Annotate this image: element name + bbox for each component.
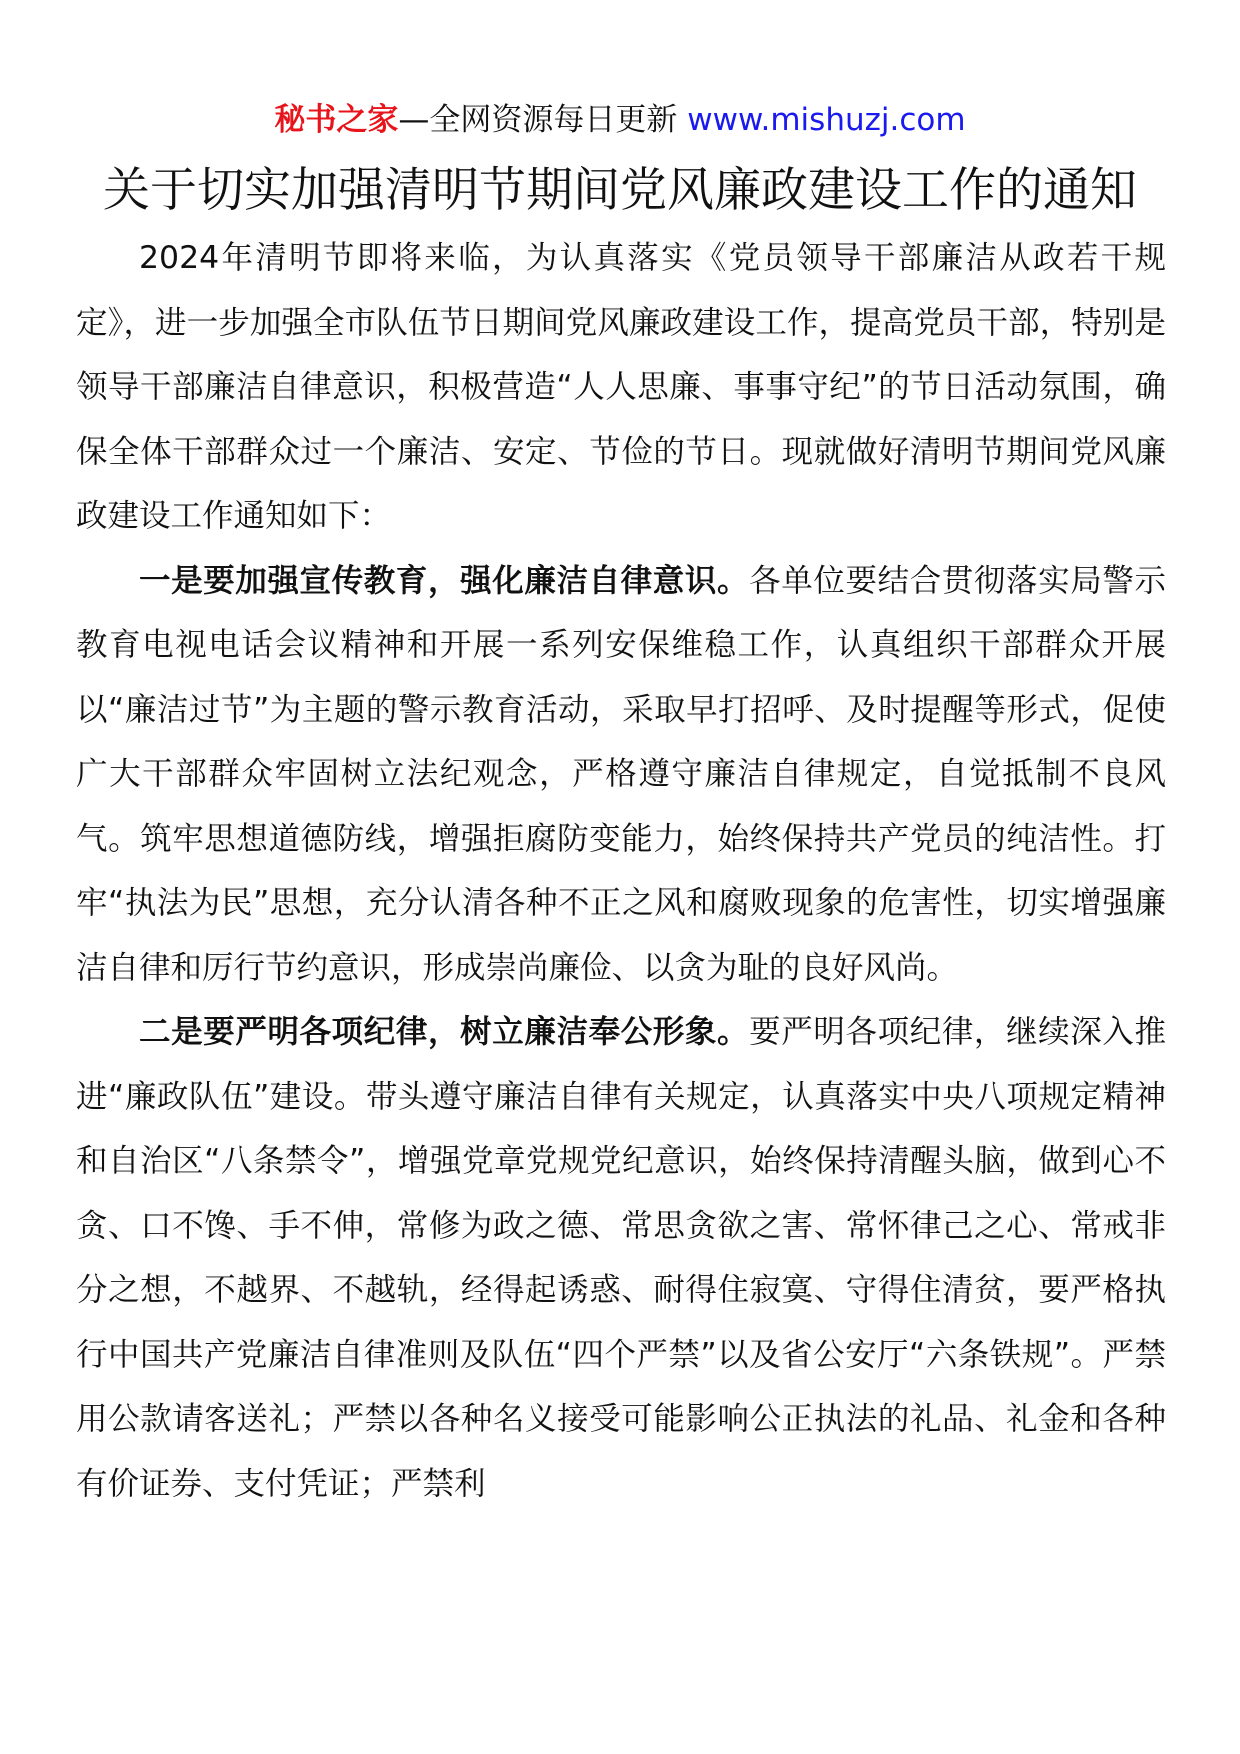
header-slogan: —全网资源每日更新 xyxy=(398,102,688,138)
paragraph-point-1 xyxy=(76,549,1166,1001)
paragraph-lead: 一是要加强宣传教育，强化廉洁自律意识。 xyxy=(139,562,750,599)
paragraph-text: 各单位要结合贯彻落实局警示教育电视电话会议精神和开展一系列安保维稳工作，认真组织干部群众开展以“廉洁过节”为主题的警示教育活动，采取早打招呼、及时提醒等形式，促使广大干部群众牢固树立法纪观念，严格遵守廉洁自律规定，自觉抵制不良风气。筑牢思想道德防线，增强拒腐防变能力，始终保持共产党员的纯洁性。打牢“执法为民”思想，充分认清各种不正之风和腐败现象的危害性，切实增强廉洁自律和厉行节约意识，形成崇尚廉俭、以贪为耻的良好风尚。 xyxy=(76,562,1166,986)
site-header xyxy=(0,100,1240,140)
paragraph-point-2 xyxy=(76,1000,1166,1516)
paragraph-text: 要严明各项纪律，继续深入推进“廉政队伍”建设。带头遵守廉洁自律有关规定，认真落实中央八项规定精神和自治区“八条禁令”，增强党章党规党纪意识，始终保持清醒头脑，做到心不贪、口不馋、手不伸，常修为政之德、常思贪欲之害、常怀律己之心、常戒非分之想，不越界、不越轨，经得起诱惑、耐得住寂寞、守得住清贫，要严格执行中国共产党廉洁自律准则及队伍“四个严禁”以及省公安厅“六条铁规”。严禁用公款请客送礼；严禁以各种名义接受可能影响公正执法的礼品、礼金和各种有价证券、支付凭证；严禁利 xyxy=(76,1014,1166,1502)
document-body xyxy=(76,226,1166,1516)
brand-name: 秘书之家 xyxy=(274,102,399,138)
site-url-link[interactable]: www.mishuzj.com xyxy=(687,102,966,138)
paragraph-text: 2024年清明节即将来临，为认真落实《党员领导干部廉洁从政若干规定》，进一步加强全市队伍节日期间党风廉政建设工作，提高党员干部，特别是领导干部廉洁自律意识，积极营造“人人思廉、事事守纪”的节日活动氛围，确保全体干部群众过一个廉洁、安定、节俭的节日。现就做好清明节期间党风廉政建设工作通知如下： xyxy=(76,240,1166,534)
paragraph-intro xyxy=(76,226,1166,549)
paragraph-lead: 二是要严明各项纪律，树立廉洁奉公形象。 xyxy=(139,1014,750,1050)
document-title: 关于切实加强清明节期间党风廉政建设工作的通知 xyxy=(103,163,1137,218)
